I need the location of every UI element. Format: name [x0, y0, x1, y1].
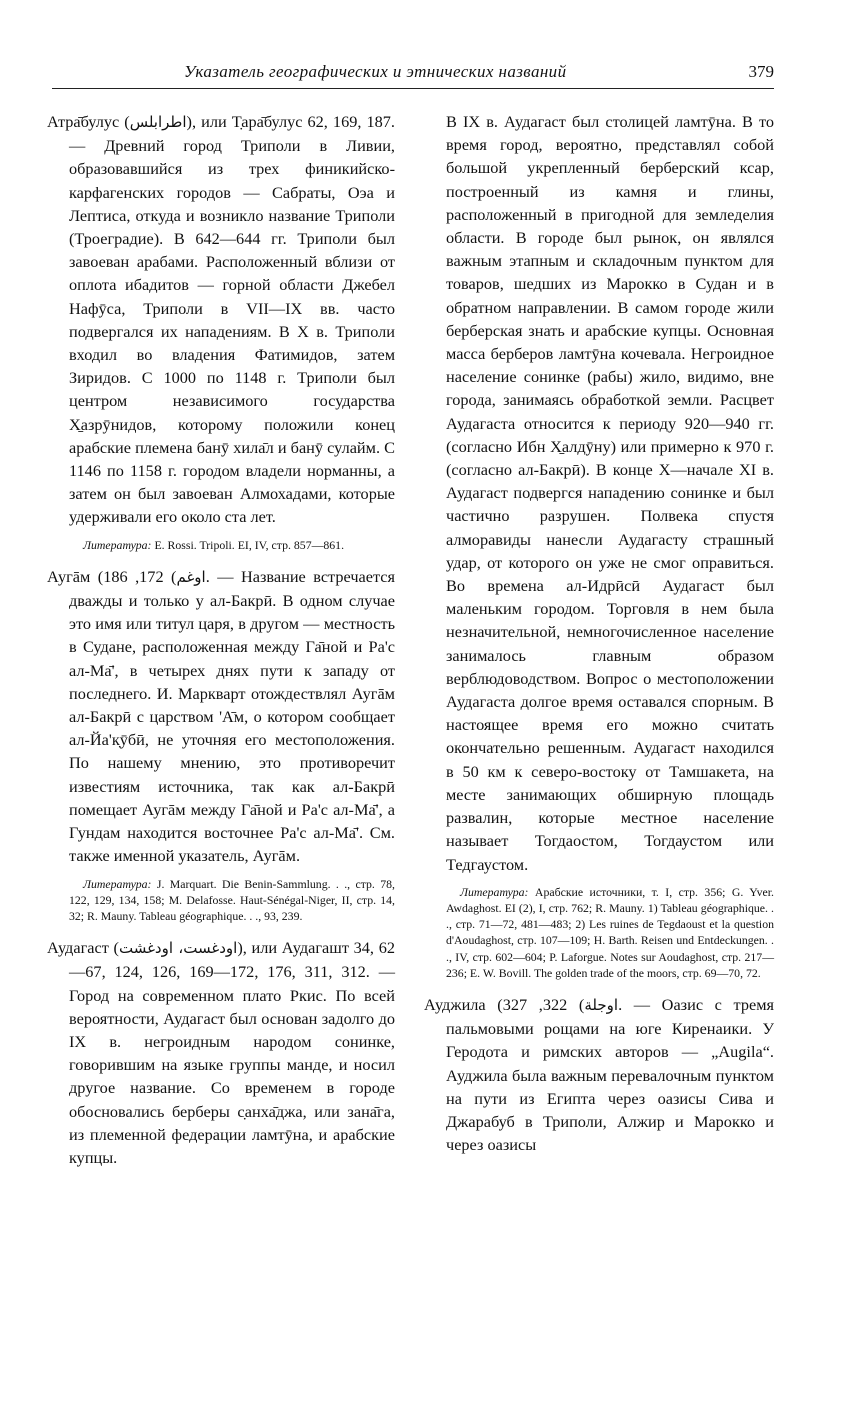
- entry-audagast: Аудагаст (اودغست، اودغشت), или Аудагашт 34, 62—67, 124, 126, 169—172, 176, 311, 312. — Город на современном плато Ркис. По всей вероятности, Аудагаст был основан задолго до IX в. негроидным народом сонинке, говорившим на языке группы манде, и носил другое название. Со временем в городе обосновались берберы с̣анха̄джа, или зана̄га, из племенной федерации ламтӯна, и арабские купцы.: [47, 938, 395, 1167]
- literature-label: Литература:: [460, 884, 529, 899]
- literature-label: Литература:: [83, 876, 152, 891]
- entry-head: Ауджила: [424, 994, 486, 1014]
- arabic-spelling: اطرابلس: [129, 113, 187, 131]
- left-column: [47, 110, 395, 1177]
- entry-text: ) 172, 186. — Название встречается дважды и только у ал-Бакрӣ. В одном случае это имя или титул царя, в другом — местность в Судане, расположенная между Га̄ной и Ра'с ал-Ма̄', в четырех днях пути к западу от последнего. И. Маркварт отождествлял Аугāм ал-Бакрӣ с царством 'А̄м, о котором сообщает ал-Йа'к̣ӯбӣ, не уточняя его местоположения. По нашему мнению, это противоречит известиям источника, так как ал-Бакрӣ помещает Аугāм между Га̄ной и Ра'с ал-Ма̄', а Гундам находится восточнее Ра'с ал-Ма̄'. См. также именной указатель, Аугāм.: [69, 566, 395, 866]
- page-number: 379: [748, 62, 774, 81]
- literature-atrabulus: [69, 537, 395, 553]
- literature-text: J. Marquart. Die Benin-Sammlung. . ., стр. 78, 122, 129, 134, 158; M. Delafosse. Haut-Sénégal-Niger, II, стр. 14, 32; R. Mauny. Tableau géographique. . ., 93, 239.: [69, 876, 395, 923]
- arabic-spelling: اودغست، اودغشت: [118, 939, 238, 958]
- entry-audagast-continued: В IX в. Аудагаст был столицей ламтӯна. В то время город, вероятно, представлял собой большой укрепленный берберский ксар, построенный из камня и глины, расположенный в пригодной для земледелия области. В городе был рынок, он являлся важным этапным и складочным пунктом для товаров, шедших из Марокко в Судан и в обратном направлении. В самом городе жили берберская знать и арабские купцы. Основная масса берберов ламтӯна кочевала. Негроидное население сонинке (рабы) жило, видимо, вне города, занимаясь обработкой земли. Расцвет Аудагаста относится к периоду 920—940 гг. (согласно Ибн Х̱алдӯну) или примерно к 970 г. (согласно ал-Бакрӣ). В конце X—начале XI в. Аудагаст подвергся нападению сонинке и был частично разрушен. Полвека спустя алморавиды нанесли Аудагасту страшный удар, от которого он уже не смог оправиться. Во времена ал-Идрӣсӣ Аудагаст был маленьким городом. Торговля в нем была незначительной, немногочисленное население занималось главным образом верблюдоводством. Вопрос о местоположении Аудагаста долгое время оставался спорным. В настоящее время его можно считать окончательно решенным. Аудагаст находился в 50 км к северо-востоку от Тамшакета, на месте занимающих обширную площадь развалин, которые местное население называет Тогдаостом, Тогдаустом или Тедгаустом.: [446, 112, 774, 874]
- arabic-spelling: اوجلة: [584, 995, 619, 1014]
- arabic-spelling: اوغم: [176, 567, 206, 586]
- literature-audagast: [446, 884, 774, 981]
- literature-text: E. Rossi. Tripoli. EI, IV, стр. 857—861.: [154, 537, 345, 552]
- header-rule: [52, 88, 774, 89]
- entry-augam: Аугāм ( اوغم) 172, 186. — Название встречается дважды и только у ал-Бакрӣ. В одном случае это имя или титул царя, в другом — местность в Судане, расположенная между Га̄ной и Ра'с ал-Ма̄', в четырех днях пути к западу от последнего. И. Маркварт отождествлял Аугāм ал-Бакрӣ с царством 'А̄м, о котором сообщает ал-Йа'к̣ӯбӣ, не уточняя его местоположения. По нашему мнению, это противоречит известиям источника, так как ал-Бакрӣ помещает Аугāм между Га̄ной и Ра'с ал-Ма̄', а Гундам находится восточнее Ра'с ал-Ма̄'. См. также именной указатель, Аугāм.: [47, 566, 395, 866]
- entry-text: ) 322, 327. — Оазис с тремя пальмовыми рощами на юге Киренаики. У Геродота и римских авторов — „Augila“. Ауджила была важным перевалочным пунктом на пути из Египта через оазисы Сива и Джарабуб в Триполи, Алжир и Марокко и через оазисы: [446, 994, 775, 1155]
- running-title: Указатель географических и этнических названий: [184, 62, 567, 81]
- right-column: [424, 110, 774, 1164]
- literature-augam: [69, 876, 395, 925]
- page-header: [52, 62, 774, 90]
- entry-audzhila: Ауджила ( اوجلة) 322, 327. — Оазис с тремя пальмовыми рощами на юге Киренаики. У Геродота и римских авторов — „Augila“. Ауджила была важным перевалочным пунктом на пути из Египта через оазисы Сива и Джарабуб в Триполи, Алжир и Марокко и через оазисы: [424, 994, 775, 1155]
- entry-atrabulus: Атра̄булус (اطرابلس), или Т̣ара̄булус 62, 169, 187. — Древний город Триполи в Ливии, образовавшийся из трех финикийско-карфагенских городов — Сабраты, Оэа и Лептиса, откуда и возникло название Триполи (Троеградие). В 642—644 гг. Триполи был завоеван арабами. Расположенный вблизи от оплота ибадитов — горной области Джебел Нафӯса, Триполи в VII—IX вв. часто подвергался их нападениям. В X в. Триполи входил во владения Фатимидов, затем Зиридов. С 1000 по 1148 г. Триполи был центром независимого государства Х̱азрӯнидов, которому положили конец арабские племена банӯ хила̄л и банӯ сулайм. С 1146 по 1158 г. городом владели норманны, а затем он был завоеван Алмохадами, которые удерживали его около ста лет.: [47, 112, 395, 527]
- entry-text: ), или Аудагашт 34, 62—67, 124, 126, 169—172, 176, 311, 312. — Город на современном плато Ркис. По всей вероятности, Аудагаст был основан задолго до IX в. негроидным народом сонинке, говорившим на языке группы манде, и носил другое название. Со временем в городе обосновались берберы с̣анха̄джа, или зана̄га, из племенной федерации ламтӯна, и арабские купцы.: [69, 938, 395, 1167]
- entry-head: Аудагаст: [47, 938, 109, 958]
- literature-label: Литература:: [83, 537, 152, 552]
- literature-text: Арабские источники, т. I, стр. 356; G. Yver. Awdaghost. EI (2), I, стр. 762; R. Mauny. 1) Tableau géographique. . ., стр. 71—72, 481—483; 2) Les ruines de Tegdaoust et la question d'Aoudaghost, стр. 107—109; H. Barth. Reisen und Entdeckungen. . ., IV, стр. 602—604; P. Laforgue. Notes sur Aoudaghost, стр. 217—236; E. W. Bovill. The golden trade of the moors, стр. 69—70, 72.: [446, 884, 774, 980]
- entry-head: Аугāм: [47, 566, 91, 586]
- entry-head: Атра̄булус: [47, 112, 120, 131]
- entry-text: ), или Т̣ара̄булус 62, 169, 187. — Древний город Триполи в Ливии, образовавшийся из трех финикийско-карфагенских городов — Сабраты, Оэа и Лептиса, откуда и возникло название Триполи (Троеградие). В 642—644 гг. Триполи был завоеван арабами. Расположенный вблизи от оплота ибадитов — горной области Джебел Нафӯса, Триполи в VII—IX вв. часто подвергался их нападениям. В X в. Триполи входил во владения Фатимидов, затем Зиридов. С 1000 по 1148 г. Триполи был центром независимого государства Х̱азрӯнидов, которому положили конец арабские племена банӯ хила̄л и банӯ сулайм. С 1146 по 1158 г. городом владели норманны, а затем он был завоеван Алмохадами, которые удерживали его около ста лет.: [69, 112, 395, 527]
